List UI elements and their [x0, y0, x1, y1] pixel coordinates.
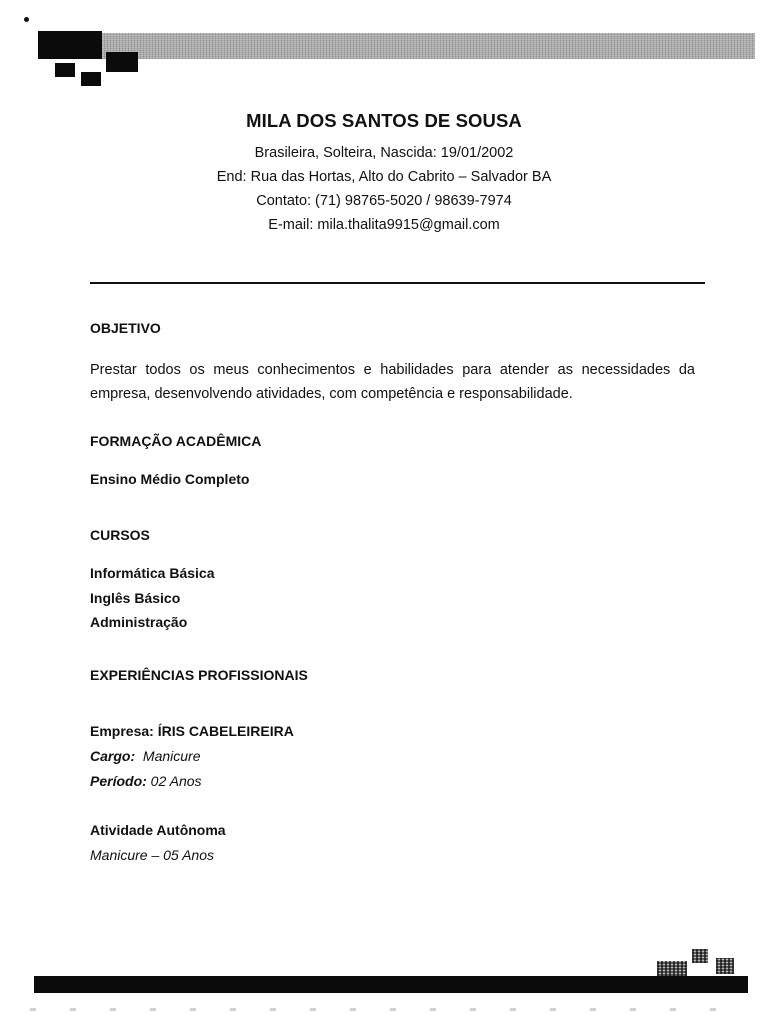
periodo-label: Período:: [90, 773, 147, 789]
autonoma-title: Atividade Autônoma: [90, 822, 226, 838]
autonoma-text: Manicure – 05 Anos: [90, 847, 214, 863]
section-title-formacao: FORMAÇÃO ACADÊMICA: [90, 433, 262, 449]
email: E-mail: mila.thalita9915@gmail.com: [268, 217, 500, 233]
curso-item: Informática Básica: [90, 565, 215, 581]
periodo-value: 02 Anos: [150, 773, 202, 789]
curso-item: Administração: [90, 614, 188, 630]
empresa: Empresa: ÍRIS CABELEIREIRA: [90, 723, 294, 739]
candidate-name: MILA DOS SANTOS DE SOUSA: [246, 110, 522, 131]
redaction-block: [106, 52, 138, 72]
scan-header-band: [38, 33, 755, 59]
cargo-value: Manicure: [142, 748, 201, 764]
formacao-item: Ensino Médio Completo: [90, 471, 250, 487]
section-title-experiencias: EXPERIÊNCIAS PROFISSIONAIS: [90, 667, 308, 683]
section-title-cursos: CURSOS: [90, 527, 150, 543]
footer-bar: [34, 976, 748, 993]
periodo-line: [90, 773, 202, 789]
bullet-mark: [24, 17, 29, 22]
scan-noise-mark: [716, 958, 734, 974]
address: End: Rua das Hortas, Alto do Cabrito – Salvador BA: [216, 169, 552, 185]
scan-noise-line: [30, 1008, 730, 1011]
section-title-objetivo: OBJETIVO: [90, 320, 161, 336]
curso-item: Inglês Básico: [90, 590, 181, 606]
cargo-line: [90, 748, 201, 764]
cargo-label: Cargo:: [90, 748, 136, 764]
redaction-block: [55, 63, 75, 77]
divider: [90, 282, 705, 284]
redaction-block: [38, 31, 102, 59]
personal-info: Brasileira, Solteira, Nascida: 19/01/2002: [254, 145, 514, 161]
scan-noise-mark: [692, 949, 708, 963]
contact-phones: Contato: (71) 98765-5020 / 98639-7974: [256, 193, 512, 209]
objetivo-text: Prestar todos os meus conhecimentos e habilidades para atender as necessidades da empresa, desenvolvendo atividades, com competência e responsabilidade.: [90, 362, 695, 402]
scan-noise-mark: [657, 961, 687, 976]
redaction-block: [81, 72, 101, 86]
